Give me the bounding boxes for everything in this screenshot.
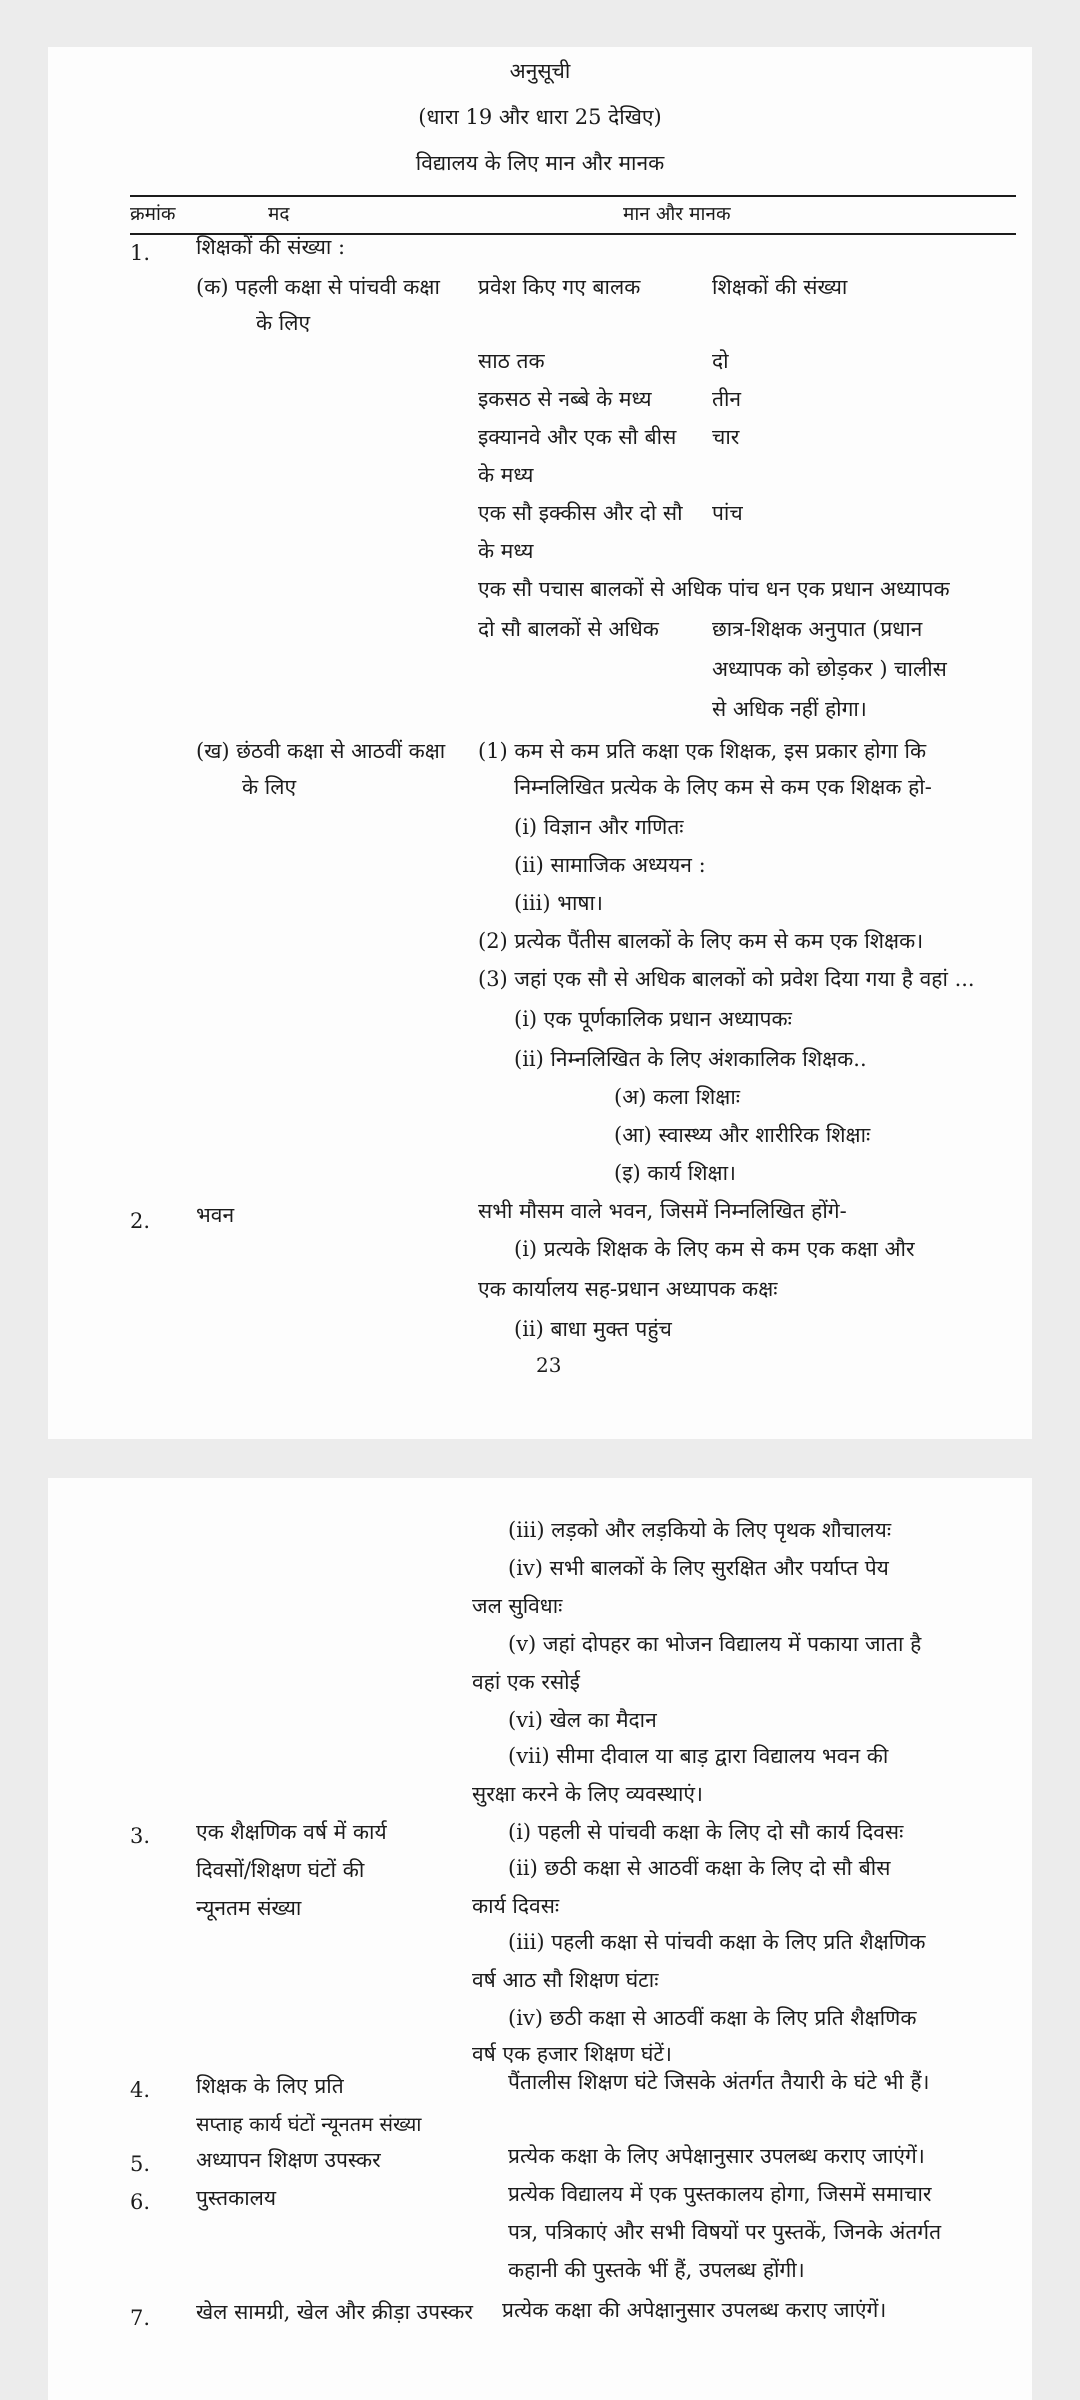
children-range: के मध्य	[478, 539, 534, 563]
page-number: 23	[536, 1353, 562, 1377]
schedule-title: अनुसूची	[509, 59, 571, 83]
children-range: के मध्य	[478, 463, 534, 487]
norm-line: जल सुविधाः	[472, 1594, 563, 1618]
norm-line: वर्ष आठ सौ शिक्षण घंटाः	[472, 1968, 659, 1992]
norm-line: (i) प्रत्यके शिक्षक के लिए कम से कम एक कक्षा और	[514, 1237, 915, 1261]
schedule-subtitle: (धारा 19 और धारा 25 देखिए)	[418, 105, 662, 129]
pupil-teacher-ratio: अध्यापक को छोड़कर ) चालीस	[712, 657, 947, 681]
norm-line: (i) विज्ञान और गणितः	[514, 815, 684, 839]
norm-line: वर्ष एक हजार शिक्षण घंटें।	[472, 2042, 672, 2066]
document-page-1	[48, 47, 1032, 1439]
row-number-3: 3.	[130, 1824, 151, 1848]
norm-line: (ii) बाधा मुक्त पहुंच	[514, 1317, 672, 1341]
document-page-2	[48, 1478, 1032, 2400]
children-range: एक सौ इक्कीस और दो सौ	[478, 501, 683, 525]
norm-line: (ii) छठी कक्षा से आठवीं कक्षा के लिए दो सौ बीस	[508, 1856, 891, 1880]
norm-line: पत्र, पत्रिकाएं और सभी विषयों पर पुस्तकें, जिनके अंतर्गत	[508, 2220, 942, 2244]
row-5-label: अध्यापन शिक्षण उपस्कर	[196, 2148, 381, 2172]
above-150-norm: एक सौ पचास बालकों से अधिक पांच धन एक प्रधान अध्यापक	[478, 577, 950, 601]
norm-line: (1) कम से कम प्रति कक्षा एक शिक्षक, इस प्रकार होगा कि	[478, 739, 927, 763]
norm-line: (vii) सीमा दीवाल या बाड़ द्वारा विद्यालय भवन की	[508, 1744, 889, 1768]
teacher-count: दो	[712, 349, 729, 373]
norm-line: (v) जहां दोपहर का भोजन विद्यालय में पकाया जाता है	[508, 1632, 922, 1656]
row-4-label: शिक्षक के लिए प्रति	[196, 2074, 344, 2098]
row-1b-label: (ख) छंठवी कक्षा से आठवीं कक्षा	[196, 739, 446, 763]
row-number-4: 4.	[130, 2078, 151, 2102]
row-1a-label-cont: के लिए	[256, 311, 311, 335]
teacher-count-header: शिक्षकों की संख्या	[712, 275, 848, 299]
norm-line: (i) पहली से पांचवी कक्षा के लिए दो सौ कार्य दिवसः	[508, 1820, 904, 1844]
column-header-item: मद	[268, 203, 290, 225]
norm-line: वहां एक रसोई	[472, 1670, 580, 1694]
row-1-label: शिक्षकों की संख्या :	[196, 235, 346, 259]
norm-line: कहानी की पुस्तके भीं हैं, उपलब्ध होंगी।	[508, 2258, 805, 2282]
schedule-heading: विद्यालय के लिए मान और मानक	[415, 151, 665, 175]
children-range: इकसठ से नब्बे के मध्य	[478, 387, 652, 411]
pupil-teacher-ratio: छात्र-शिक्षक अनुपात (प्रधान	[712, 617, 923, 641]
teacher-count: चार	[712, 425, 740, 449]
norm-line: (iv) छठी कक्षा से आठवीं कक्षा के लिए प्रति शैक्षणिक	[508, 2006, 917, 2030]
column-header-serial: क्रमांक	[130, 203, 176, 225]
table-top-rule	[130, 195, 1016, 197]
norm-line: पैंतालीस शिक्षण घंटे जिसके अंतर्गत तैयारी के घंटे भी हैं।	[508, 2070, 930, 2094]
norm-line: (ii) सामाजिक अध्ययन :	[514, 853, 706, 877]
row-1b-label-cont: के लिए	[242, 775, 297, 799]
row-1a-label: (क) पहली कक्षा से पांचवी कक्षा	[196, 275, 440, 299]
column-header-norms: मान और मानक	[623, 203, 731, 225]
teacher-count: तीन	[712, 387, 742, 411]
row-number-1: 1.	[130, 241, 151, 265]
children-range: इक्यानवे और एक सौ बीस	[478, 425, 677, 449]
norm-line: सुरक्षा करने के लिए व्यवस्थाएं।	[472, 1782, 703, 1806]
admitted-children-header: प्रवेश किए गए बालक	[478, 275, 641, 299]
pupil-teacher-ratio: से अधिक नहीं होगा।	[712, 697, 867, 721]
children-range: साठ तक	[478, 349, 545, 373]
norm-line: (2) प्रत्येक पैंतीस बालकों के लिए कम से कम एक शिक्षक।	[478, 929, 924, 953]
teacher-count: पांच	[712, 501, 743, 525]
norm-line: (आ) स्वास्थ्य और शारीरिक शिक्षाः	[614, 1123, 871, 1147]
norm-line: कार्य दिवसः	[472, 1894, 560, 1918]
norm-line: (iii) लड़को और लड़कियो के लिए पृथक शौचालयः	[508, 1518, 892, 1542]
norm-line: (इ) कार्य शिक्षा।	[614, 1161, 736, 1185]
norm-line: (अ) कला शिक्षाः	[614, 1085, 741, 1109]
norm-line: प्रत्येक कक्षा के लिए अपेक्षानुसार उपलब्ध कराए जाएंगें।	[508, 2144, 925, 2168]
row-number-7: 7.	[130, 2306, 151, 2330]
row-3-label: दिवसों/शिक्षण घंटों की	[196, 1858, 365, 1882]
norm-line: एक कार्यालय सह-प्रधान अध्यापक कक्षः	[478, 1277, 778, 1301]
norm-line: (3) जहां एक सौ से अधिक बालकों को प्रवेश दिया गया है वहां ...	[478, 967, 975, 991]
norm-line: (iii) भाषा।	[514, 891, 603, 915]
row-7-label: खेल सामग्री, खेल और क्रीड़ा उपस्कर	[196, 2300, 473, 2324]
row-6-label: पुस्तकालय	[196, 2186, 277, 2210]
row-2-label: भवन	[196, 1203, 235, 1227]
norm-line: (i) एक पूर्णकालिक प्रधान अध्यापकः	[514, 1007, 792, 1031]
above-200-label: दो सौ बालकों से अधिक	[478, 617, 659, 641]
norm-line: प्रत्येक विद्यालय में एक पुस्तकालय होगा, जिसमें समाचार	[508, 2182, 932, 2206]
norm-line: सभी मौसम वाले भवन, जिसमें निम्नलिखित होंगे-	[478, 1199, 847, 1223]
row-number-2: 2.	[130, 1209, 151, 1233]
norm-line: प्रत्येक कक्षा की अपेक्षानुसार उपलब्ध कराए जाएंगें।	[502, 2298, 887, 2322]
row-number-6: 6.	[130, 2190, 151, 2214]
norm-line: निम्नलिखित प्रत्येक के लिए कम से कम एक शिक्षक हो-	[514, 775, 932, 799]
norm-line: (ii) निम्नलिखित के लिए अंशकालिक शिक्षक..	[514, 1047, 867, 1071]
norm-line: (iii) पहली कक्षा से पांचवी कक्षा के लिए प्रति शैक्षणिक	[508, 1930, 926, 1954]
row-3-label: एक शैक्षणिक वर्ष में कार्य	[196, 1820, 387, 1844]
norm-line: (iv) सभी बालकों के लिए सुरक्षित और पर्याप्त पेय	[508, 1556, 889, 1580]
row-4-label: सप्ताह कार्य घंटों न्यूनतम संख्या	[196, 2112, 422, 2136]
row-number-5: 5.	[130, 2152, 151, 2176]
norm-line: (vi) खेल का मैदान	[508, 1708, 657, 1732]
row-3-label: न्यूनतम संख्या	[196, 1896, 302, 1920]
